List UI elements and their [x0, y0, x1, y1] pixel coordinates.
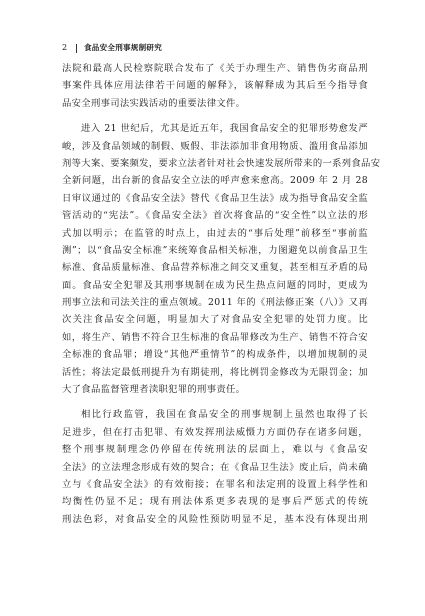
- text-line: 测”；以“食品安全标准”来统筹食品相关标准，力图避免以前食品卫生: [62, 244, 368, 256]
- paragraph-1: [62, 60, 368, 112]
- text-line: 次关注食品安全问题，明显加大了对食品安全犯罪的处罚力度。比: [62, 314, 368, 326]
- text-line: 大了食品监督管理者渎职犯罪的刑事责任。: [62, 384, 246, 396]
- text-line: 品安全刑事司法实践活动的重要法律文件。: [62, 97, 246, 109]
- text-line: 立与《食品安全法》的有效衔接；在罪名和法定刑的设置上科学性和: [62, 478, 368, 490]
- text-line: 如，将生产、销售不符合卫生标准的食品罪修改为生产、销售不符合安: [62, 331, 368, 343]
- text-line: 刑法色彩，对食品安全的风险性预防明显不足，基本没有体现出刑: [62, 513, 368, 525]
- text-line: 峻，涉及食品领域的制假、贩假、非法添加非食用物质、滥用食品添加: [62, 140, 368, 152]
- paragraph-2: [62, 120, 381, 398]
- text-line: 相比行政监管，我国在食品安全的刑事规制上虽然也取得了长: [81, 409, 368, 421]
- text-line: 式加以明示；在监管的时点上，由过去的“事后处理”前移至“事前监: [62, 227, 368, 239]
- book-title: 食品安全刑事规制研究: [84, 43, 162, 52]
- running-head: [62, 41, 162, 55]
- text-line: 事案件具体应用法律若干问题的解释》，该解释成为其后至今指导食: [62, 80, 368, 92]
- text-line: 剂等大案、要案频发，要求立法者针对社会快速发展所带来的一系列食品安: [62, 157, 381, 169]
- text-line: 全标准的食品罪；增设“其他严重情节”的构成条件，以增加规制的灵: [62, 349, 368, 361]
- body-text: [62, 60, 381, 528]
- paragraph-3: [62, 406, 368, 528]
- header-divider: [76, 44, 77, 53]
- text-line: 管活动的“宪法”。《食品安全法》首次将食品的“安全性”以立法的形: [62, 210, 368, 222]
- text-line: 面。食品安全犯罪及其刑事规制在成为民生热点问题的同时，更成为: [62, 279, 368, 291]
- page-number: 2: [62, 43, 68, 52]
- text-line: 足进步，但在打击犯罪、有效发挥刑法威慑力方面仍存在诸多问题，: [62, 426, 368, 438]
- text-line: 标准、食品质量标准、食品营养标准之间交叉重复，甚至相互矛盾的局: [62, 262, 368, 274]
- text-line: 活性；将法定最低刑提升为有期徒刑，将比例罚金修改为无限罚金；加: [62, 366, 368, 378]
- text-line: 法院和最高人民检察院联合发布了《关于办理生产、销售伪劣商品刑: [62, 63, 368, 74]
- text-line: 整个刑事规制理念仍停留在传统刑法的层面上，难以与《食品安: [62, 444, 368, 456]
- text-line: 进入 21 世纪后，尤其是近五年，我国食品安全的犯罪形势愈发严: [81, 123, 368, 135]
- text-line: 均衡性仍显不足；现有刑法体系更多表现的是事后严惩式的传统: [62, 496, 368, 508]
- text-line: 全新问题，出台新的食品安全立法的呼声愈来愈高。2009 年 2 月 28: [62, 175, 368, 187]
- text-line: 全法》的立法理念形成有效的契合；在《食品卫生法》废止后，尚未确: [62, 461, 368, 473]
- text-line: 日审议通过的《食品安全法》替代《食品卫生法》成为指导食品安全监: [62, 192, 368, 204]
- text-line: 刑事立法和司法关注的重点领域。2011 年的《刑法修正案（八）》又再: [62, 297, 368, 309]
